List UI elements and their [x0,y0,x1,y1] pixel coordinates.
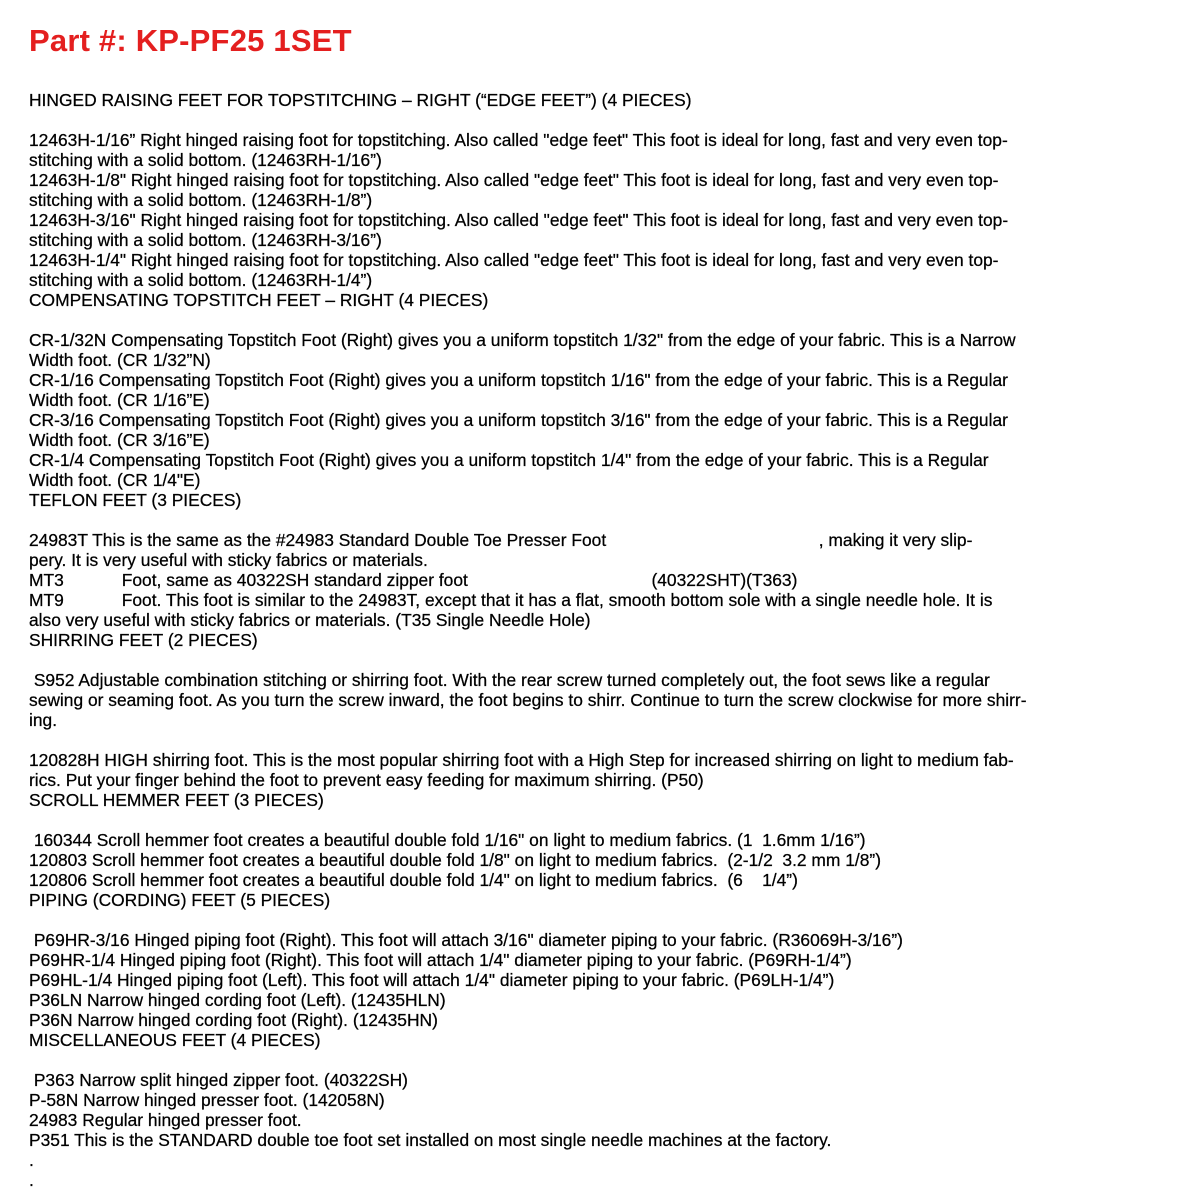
text-line: P351 This is the STANDARD double toe foot set installed on most single needle machines at the factory. [29,1130,832,1150]
text-line: 24983 Regular hinged presser foot. [29,1110,302,1130]
text-line: 12463H-1/16” Right hinged raising foot for topstitching. Also called "edge feet" This foot is ideal for long, fast and very even top- [29,130,1008,150]
text-line: MT9 Foot. This foot is similar to the 24983T, except that it has a flat, smooth bottom sole with a single needle hole. It is [29,590,993,610]
text-line: Width foot. (CR 1/4"E) [29,470,201,490]
document-page [29,22,1174,1190]
text-line: 120828H HIGH shirring foot. This is the most popular shirring foot with a High Step for increased shirring on light to medium fab- [29,750,1014,770]
section-heading: SCROLL HEMMER FEET (3 PIECES) [29,790,324,810]
text-line: . [29,1150,34,1170]
text-line: stitching with a solid bottom. (12463RH-1/16”) [29,150,382,170]
blank-line [29,310,1174,330]
text-line: also very useful with sticky fabrics or materials. (T35 Single Needle Hole) [29,610,591,630]
text-line: CR-3/16 Compensating Topstitch Foot (Right) gives you a uniform topstitch 3/16" from the edge of your fabric. This is a Regular [29,410,1008,430]
text-line: stitching with a solid bottom. (12463RH-1/4”) [29,270,373,290]
text-line: rics. Put your finger behind the foot to prevent easy feeding for maximum shirring. (P50) [29,770,704,790]
blank-line [29,650,1174,670]
section-heading: MISCELLANEOUS FEET (4 PIECES) [29,1030,321,1050]
section-heading: PIPING (CORDING) FEET (5 PIECES) [29,890,331,910]
text-line: . [29,1170,34,1190]
text-line: 24983T This is the same as the #24983 Standard Double Toe Presser Foot , making it very slip- [29,530,973,550]
text-line: Width foot. (CR 3/16”E) [29,430,210,450]
text-line: 120803 Scroll hemmer foot creates a beautiful double fold 1/8" on light to medium fabrics. (2-1/2 3.2 mm 1/8”) [29,850,881,870]
text-line: 160344 Scroll hemmer foot creates a beautiful double fold 1/16" on light to medium fabrics. (1 1.6mm 1/16”) [29,830,866,850]
text-line: P36N Narrow hinged cording foot (Right). (12435HN) [29,1010,438,1030]
blank-line [29,730,1174,750]
text-line: 12463H-1/4" Right hinged raising foot for topstitching. Also called "edge feet" This foot is ideal for long, fast and very even top- [29,250,999,270]
text-line: P69HL-1/4 Hinged piping foot (Left). This foot will attach 1/4" diameter piping to your fabric. (P69LH-1/4”) [29,970,835,990]
text-line: P69HR-1/4 Hinged piping foot (Right). This foot will attach 1/4" diameter piping to your fabric. (P69RH-1/4”) [29,950,852,970]
text-line: P-58N Narrow hinged presser foot. (142058N) [29,1090,385,1110]
text-line: P363 Narrow split hinged zipper foot. (40322SH) [29,1070,408,1090]
text-line: 12463H-3/16" Right hinged raising foot for topstitching. Also called "edge feet" This foot is ideal for long, fast and very even top- [29,210,1009,230]
text-line: 120806 Scroll hemmer foot creates a beautiful double fold 1/4" on light to medium fabrics. (6 1/4”) [29,870,798,890]
text-line: sewing or seaming foot. As you turn the screw inward, the foot begins to shirr. Continue to turn the screw clockwise for more shirr- [29,690,1027,710]
text-line: CR-1/32N Compensating Topstitch Foot (Right) gives you a uniform topstitch 1/32" from the edge of your fabric. This is a Narrow [29,330,1016,350]
text-line: stitching with a solid bottom. (12463RH-1/8”) [29,190,373,210]
text-line: Width foot. (CR 1/16”E) [29,390,210,410]
text-line: S952 Adjustable combination stitching or shirring foot. With the rear screw turned completely out, the foot sews like a regular [29,670,990,690]
text-line: CR-1/16 Compensating Topstitch Foot (Right) gives you a uniform topstitch 1/16" from the edge of your fabric. This is a Regular [29,370,1008,390]
page-title: Part #: KP-PF25 1SET [29,23,352,58]
section-heading: SHIRRING FEET (2 PIECES) [29,630,258,650]
blank-line [29,1050,1174,1070]
text-line: MT3 Foot, same as 40322SH standard zipper foot (40322SHT)(T363) [29,570,798,590]
text-line: P69HR-3/16 Hinged piping foot (Right). This foot will attach 3/16" diameter piping to your fabric. (R36069H-3/16”) [29,930,903,950]
section-heading: HINGED RAISING FEET FOR TOPSTITCHING – RIGHT (“EDGE FEET”) (4 PIECES) [29,90,692,110]
section-heading: COMPENSATING TOPSTITCH FEET – RIGHT (4 PIECES) [29,290,489,310]
blank-line [29,510,1174,530]
blank-line [29,110,1174,130]
text-line: ing. [29,710,58,730]
document-body [29,90,1174,1190]
section-heading: TEFLON FEET (3 PIECES) [29,490,242,510]
text-line: pery. It is very useful with sticky fabrics or materials. [29,550,428,570]
text-line: CR-1/4 Compensating Topstitch Foot (Right) gives you a uniform topstitch 1/4" from the edge of your fabric. This is a Regular [29,450,989,470]
text-line: P36LN Narrow hinged cording foot (Left). (12435HLN) [29,990,446,1010]
blank-line [29,810,1174,830]
text-line: 12463H-1/8" Right hinged raising foot for topstitching. Also called "edge feet" This foot is ideal for long, fast and very even top- [29,170,999,190]
text-line: Width foot. (CR 1/32”N) [29,350,211,370]
blank-line [29,910,1174,930]
text-line: stitching with a solid bottom. (12463RH-3/16”) [29,230,382,250]
